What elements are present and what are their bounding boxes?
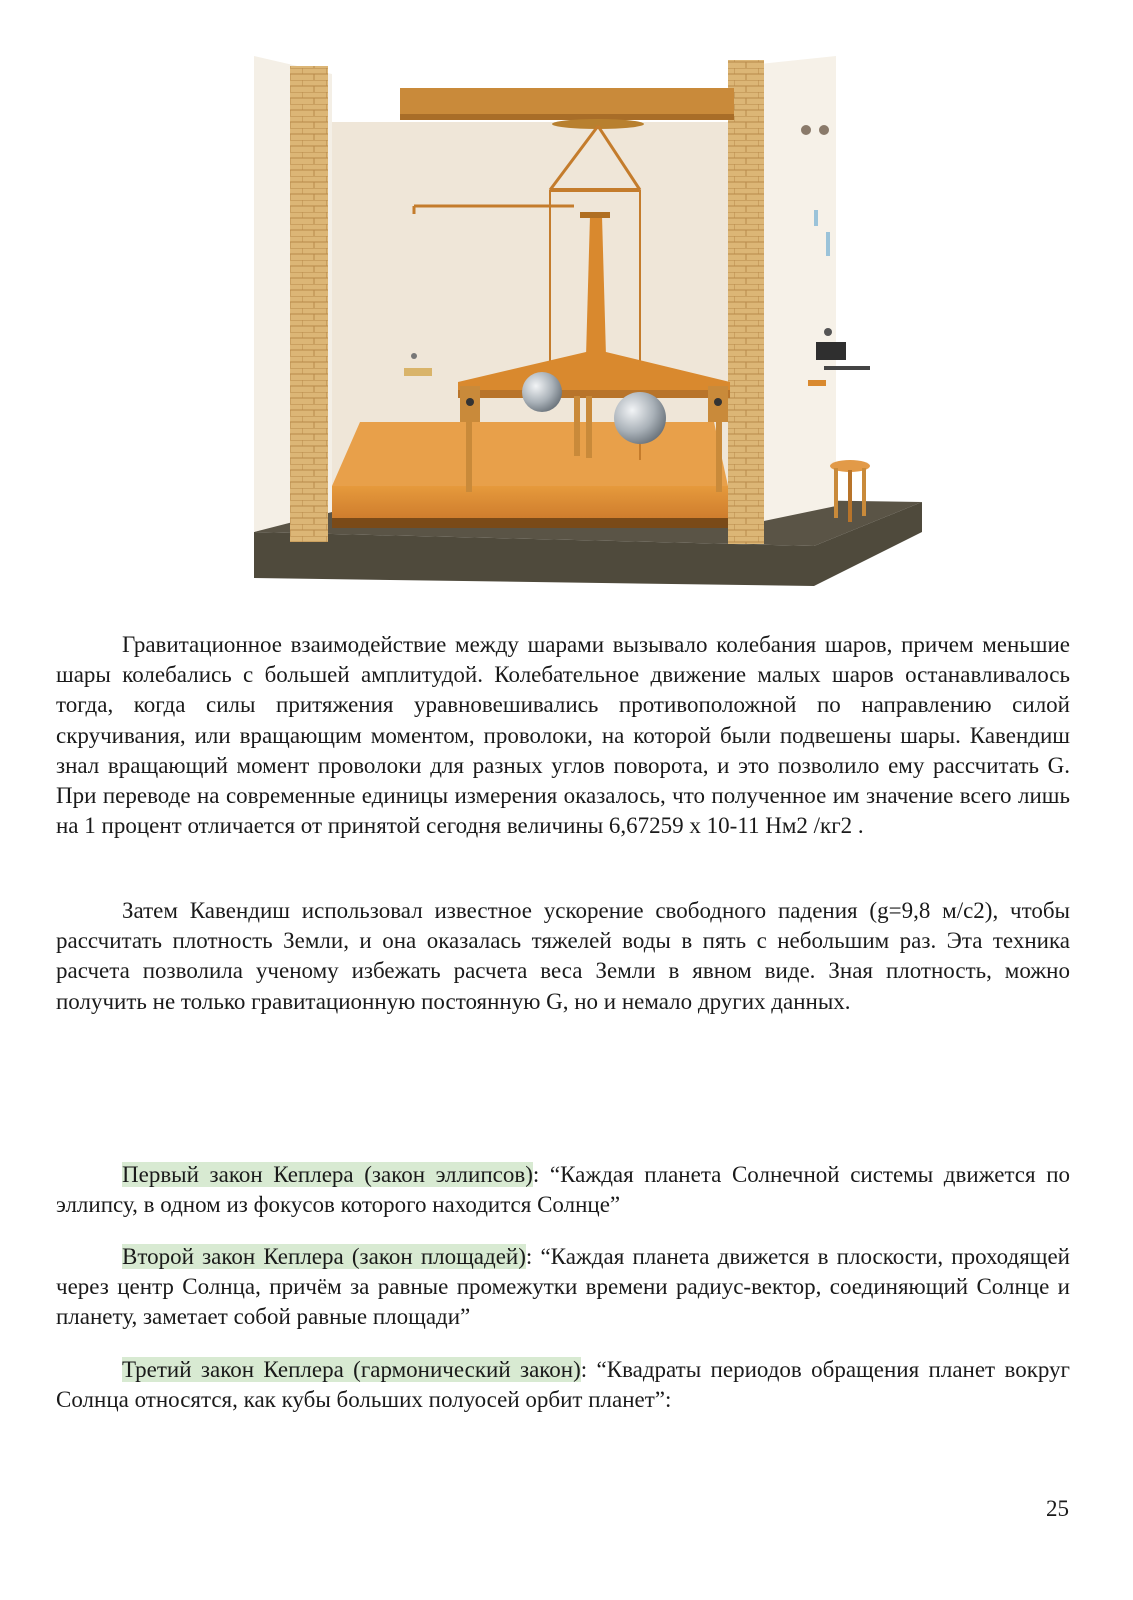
left-brick-pillar bbox=[290, 66, 328, 542]
top-beam bbox=[400, 88, 734, 118]
kepler-third-law bbox=[56, 1355, 1070, 1415]
kepler-third-law-text: : “Квадраты периодов обращения планет вокруг Солнца относятся, как кубы больших полуосей орбит планет”: bbox=[56, 1357, 1070, 1413]
large-ball bbox=[614, 392, 666, 444]
paragraph-text: Затем Кавендиш использовал известное ускорение свободного падения (g=9,8 м/с2), чтобы рассчитать плотность Земли, и она оказалась тяжелей воды в пять с небольшим раз. Эта техника расчета позволила ученому избежать расчета веса Земли в явном виде. Зная плотность, можно получить не только гравитационную постоянную G, но и немало других данных. bbox=[56, 898, 1070, 1014]
page-number: 25 bbox=[1046, 1496, 1069, 1521]
kepler-first-law-text: : “Каждая планета Солнечной системы движется по эллипсу, в одном из фокусов которого находится Солнце” bbox=[56, 1162, 1071, 1218]
cavendish-torsion-balance-illustration bbox=[254, 56, 940, 600]
kepler-first-law bbox=[56, 1160, 1070, 1220]
cavendish-apparatus-figure bbox=[254, 56, 940, 600]
kepler-first-law-title: Первый закон Кеплера (закон эллипсов) bbox=[122, 1162, 533, 1187]
small-ball bbox=[522, 372, 562, 412]
paragraph-earth-density bbox=[56, 896, 1070, 1017]
paragraph-cavendish-torsion bbox=[56, 630, 1070, 841]
kepler-second-law-text: : “Каждая планета движется в плоскости, проходящей через центр Солнца, причём за равные промежутки времени радиус-вектор, соединяющий Солнце и планету, заметает собой равные площади” bbox=[56, 1244, 1070, 1330]
kepler-third-law-title: Третий закон Кеплера (гармонический закон) bbox=[122, 1357, 581, 1382]
kepler-second-law bbox=[56, 1242, 1070, 1333]
kepler-second-law-title: Второй закон Кеплера (закон площадей) bbox=[122, 1244, 526, 1269]
telescope bbox=[816, 342, 846, 360]
paragraph-text: Гравитационное взаимодействие между шарами вызывало колебания шаров, причем меньшие шары колебались с большей амплитудой. Колебательное движение малых шаров останавливалось тогда, когда силы притяжения уравновешивались противоположной по направлению силой скручивания, или вращающим моментом, проволоки, на которой были подвешены шары. Кавендиш знал вращающий момент проволоки для разных углов поворота, и это позволило ему рассчитать G. При переводе на современные единицы измерения оказалось, что полученное им значение всего лишь на 1 процент отличается от принятой сегодня величины 6,67259 х 10-11 Нм2 /кг2 . bbox=[56, 632, 1070, 839]
right-brick-pillar bbox=[728, 60, 764, 544]
